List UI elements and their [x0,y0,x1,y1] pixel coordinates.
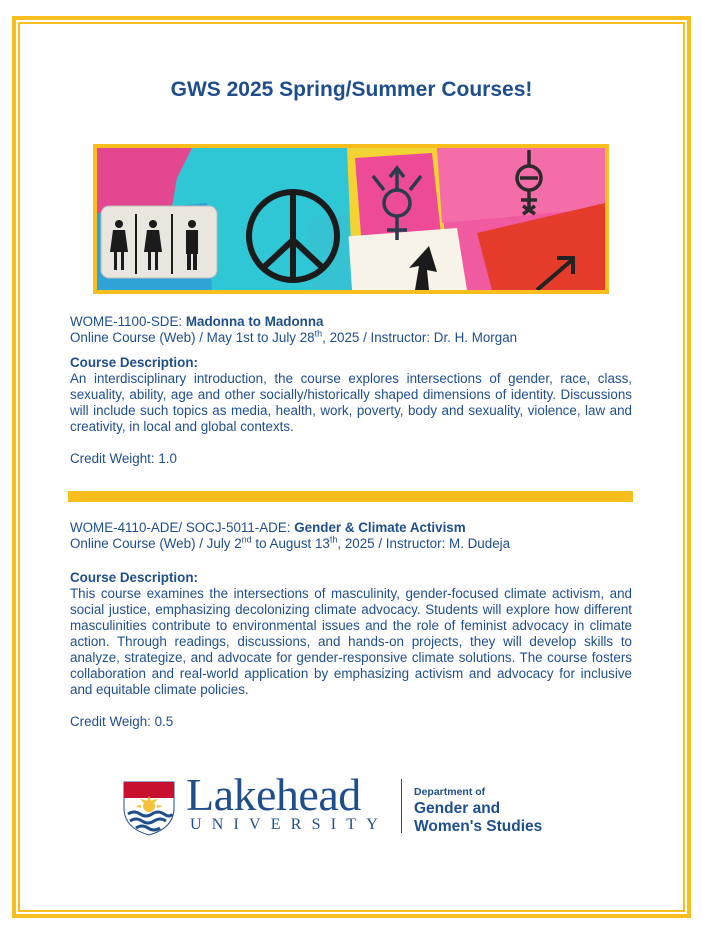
page-title: GWS 2025 Spring/Summer Courses! [170,78,533,101]
course-1-description: An interdisciplinary introduction, the course explores intersections of gender, race, class, sexuality, ability, age and other socially/historically shaped dimensions of identity. Discussions will include such topics as media, health, work, poverty, body and sexuality, violence, law and creativity, in local and global contexts. [70,371,632,434]
course-2-desc-heading: Course Description: [70,570,198,585]
dept-name-line-2: Women's Studies [414,818,543,835]
course-2-code: WOME-4110-ADE/ SOCJ-5011-ADE: [70,520,291,535]
section-divider [68,491,633,502]
course-2-description: This course examines the intersections of masculinity, gender-focused climate activism, and social justice, emphasizing decolonizing climate advocacy. Students will explore how different masculinities contribute to environmental issues and the role of feminist advocacy in climate action. Through readings, discussions, and hands-on projects, they will develop skills to analyze, strategize, and advocate for gender-responsive climate solutions. The course fosters collaboration and real-world application by emphasizing activism and advocacy for inclusive and equitable climate policies. [70,586,632,697]
course-2-heading [70,520,632,536]
lakehead-crest-icon [120,778,178,836]
course-1 [70,314,632,467]
restroom-icon [101,206,217,278]
course-2 [70,520,632,730]
dept-label-small: Department of [414,786,486,798]
course-1-name: Madonna to Madonna [185,314,324,329]
course-2-name: Gender & Climate Activism [294,520,466,535]
course-2-format: Online Course (Web) / July 2nd to August 13th, 2025 / Instructor: M. Dudeja [70,534,511,551]
course-1-desc-heading: Course Description: [70,355,198,370]
banner-collage [97,148,605,290]
dept-name-line-1: Gender and [414,800,501,817]
course-1-heading [70,314,632,330]
course-1-credit: Credit Weight: 1.0 [70,451,177,466]
lakehead-logo [120,769,560,836]
course-2-credit: Credit Weigh: 0.5 [70,714,174,729]
course-1-format: Online Course (Web) / May 1st to July 28th, 2025 / Instructor: Dr. H. Morgan [70,328,518,345]
banner-image [93,144,609,294]
course-1-code: WOME-1100-SDE: [70,314,183,329]
logo-separator [401,779,402,833]
university-wordmark: UNIVERSITY [190,816,388,833]
lakehead-wordmark: Lakehead [186,769,361,820]
